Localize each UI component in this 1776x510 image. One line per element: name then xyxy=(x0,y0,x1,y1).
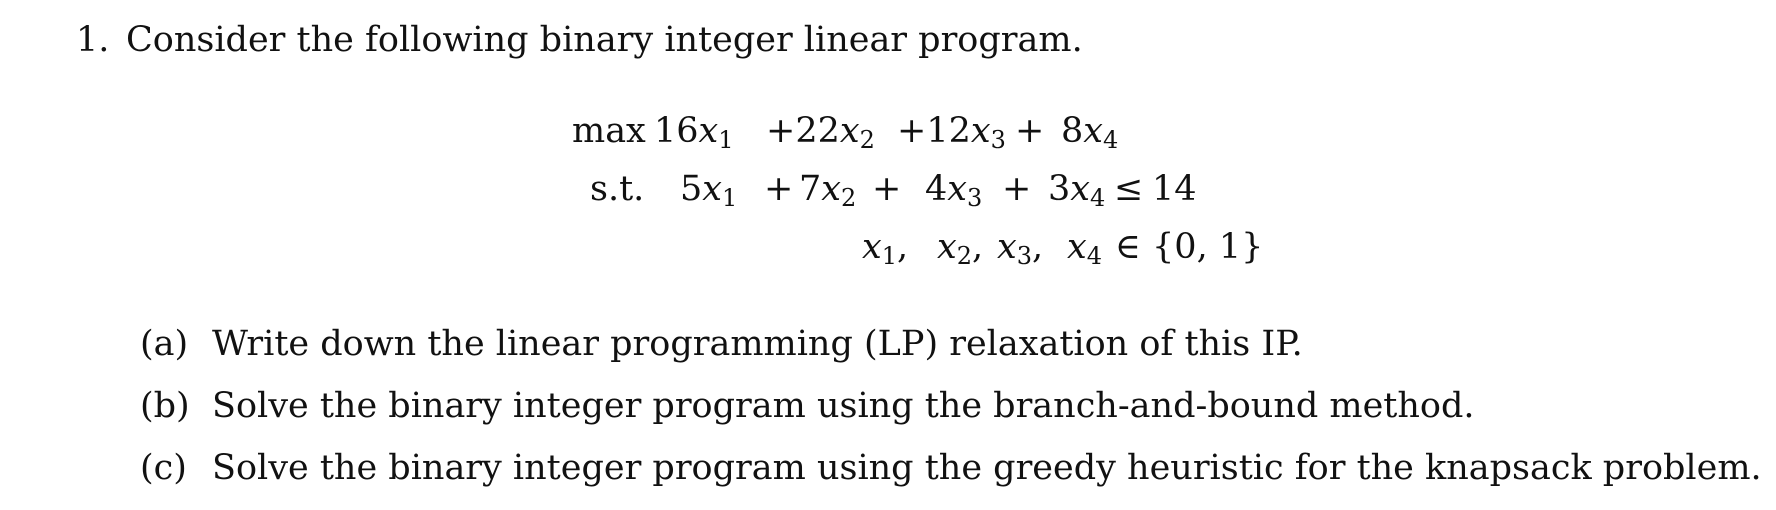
constraint-term-3: $4x_3$ xyxy=(925,169,983,212)
subquestion-text: Solve the binary integer program using the greedy heuristic for the knapsack problem. xyxy=(212,448,1762,488)
domain-var-4: $x_4$ xyxy=(1067,227,1103,270)
subject-to-keyword: s.t. xyxy=(590,169,645,209)
problem-number: 1. xyxy=(76,20,110,60)
subquestion-list xyxy=(140,313,1762,499)
constraint-plus-3: + xyxy=(1002,169,1032,209)
subquestion-text: Write down the linear programming (LP) relaxation of this IP. xyxy=(212,324,1303,364)
subquestion-b xyxy=(140,375,1762,437)
subquestion-c xyxy=(140,437,1762,499)
binary-domain-set: ∈ {0, 1} xyxy=(1115,227,1264,267)
constraint-term-1: $5x_1$ xyxy=(680,169,738,212)
less-equal-sign: ≤ xyxy=(1114,169,1144,209)
constraint-plus-2: + xyxy=(872,169,902,209)
subquestion-text: Solve the binary integer program using the branch-and-bound method. xyxy=(212,386,1475,426)
problem-statement: Consider the following binary integer linear program. xyxy=(126,20,1083,60)
constraint-term-4: $3x_4$ xyxy=(1048,169,1106,212)
domain-var-2: $x_2$, xyxy=(937,227,984,270)
objective-term-3: $+12x_3$ xyxy=(897,111,1006,154)
subquestion-label: (c) xyxy=(140,448,187,488)
subquestion-a xyxy=(140,313,1762,375)
objective-plus: + xyxy=(1015,111,1045,151)
constraint-term-2: $7x_2$ xyxy=(799,169,857,212)
domain-var-1: $x_1$, xyxy=(862,227,909,270)
objective-term-2: $+22x_2$ xyxy=(766,111,875,154)
subquestion-label: (b) xyxy=(140,386,190,426)
problem-heading xyxy=(76,16,1083,64)
constraint-plus-1: + xyxy=(764,169,794,209)
max-keyword: max xyxy=(572,111,646,151)
objective-term-4: $8x_4$ xyxy=(1061,111,1119,154)
objective-term-1: $16x_1$ xyxy=(654,111,734,154)
domain-var-3: $x_3$, xyxy=(997,227,1044,270)
subquestion-label: (a) xyxy=(140,324,189,364)
constraint-rhs: 14 xyxy=(1152,169,1197,209)
